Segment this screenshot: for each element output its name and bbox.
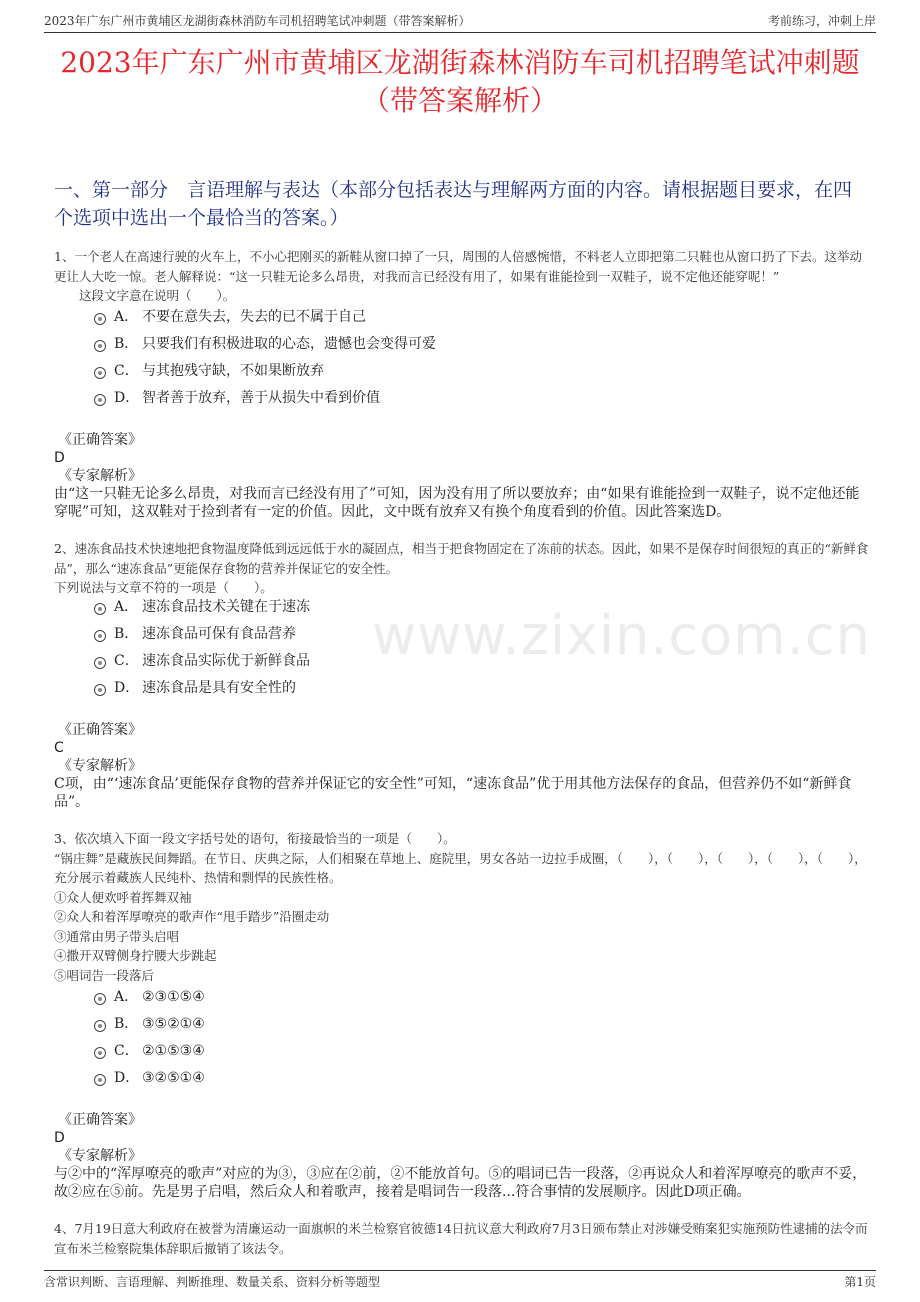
option-d[interactable]: D． ③②⑤①④ <box>94 1065 205 1092</box>
header-slogan: 考前练习，冲刺上岸 <box>767 14 876 28</box>
page-footer <box>44 1270 876 1293</box>
question-stem-paragraph: 2、速冻食品技术快速地把食物温度降低到远远低于水的凝固点，相当于把食物固定在了冻前的状态。因此，如果不是保存时间很短的真正的“新鲜食品”，那么“速冻食品”更能保存食物的营养并保证它的安全性。 <box>54 541 869 576</box>
radio-icon[interactable] <box>94 367 106 379</box>
radio-icon[interactable] <box>94 1074 106 1086</box>
question-stem-paragraph: ③通常由男子带头启唱 <box>54 928 180 944</box>
radio-icon[interactable] <box>94 394 106 406</box>
question-stem-paragraph: 4、7月19日意大利政府在被誉为清廉运动一面旗帜的米兰检察官彼德14日抗议意大利政府7月3日颁布禁止对涉嫌受贿案犯实施预防性逮捕的法令而宣布米兰检察院集体辞职后撤销了该法令。 <box>54 1221 868 1256</box>
option-b[interactable]: B． ③⑤②①④ <box>94 1011 205 1038</box>
radio-icon[interactable] <box>94 993 106 1005</box>
option-d[interactable]: D． 速冻食品是具有安全性的 <box>94 675 310 702</box>
question-3-answer-block <box>54 1111 870 1201</box>
radio-icon[interactable] <box>94 313 106 325</box>
question-stem-paragraph: ②众人和着浑厚嘹亮的歌声作“甩手踏步”沿圈走动 <box>54 909 330 924</box>
radio-icon[interactable] <box>94 630 106 642</box>
answer-label: 《正确答案》 <box>58 722 142 738</box>
answer-value: D <box>54 450 65 466</box>
question-2-answer-block <box>54 721 870 811</box>
question-stem-paragraph: ⑤唱词告一段落后 <box>54 967 155 983</box>
option-a[interactable]: A． 不要在意失去，失去的已不属于自己 <box>94 304 436 331</box>
answer-value: C <box>54 740 64 756</box>
question-3-stem <box>54 829 870 985</box>
option-c[interactable]: C． 与其抱残守缺，不如果断放弃 <box>94 358 436 385</box>
question-1-answer-block <box>54 431 870 521</box>
explanation-text: C项，由“‘速冻食品’更能保存食物的营养并保证它的安全性”可知，“速冻食品”优于用其他方法保存的食品，但营养仍不如“新鲜食品”。 <box>54 776 852 810</box>
watermark: www.zixin.com.cn <box>372 604 871 667</box>
question-stem-paragraph: ①众人便欢呼着挥舞双袖 <box>54 889 192 905</box>
radio-icon[interactable] <box>94 603 106 615</box>
question-stem-paragraph: 3、依次填入下面一段文字括号处的语句，衔接最恰当的一项是（ ）。 <box>54 831 456 846</box>
question-2-options <box>94 594 310 702</box>
radio-icon[interactable] <box>94 1047 106 1059</box>
option-c[interactable]: C． 速冻食品实际优于新鲜食品 <box>94 648 310 675</box>
question-stem-paragraph: 下列说法与文章不符的一项是（ ）。 <box>54 580 273 595</box>
section-heading: 一、第一部分 言语理解与表达（本部分包括表达与理解两方面的内容。请根据题目要求，在四个选项中选出一个最恰当的答案。） <box>54 179 853 229</box>
question-4-stem <box>54 1219 870 1258</box>
option-d[interactable]: D． 智者善于放弃，善于从损失中看到价值 <box>94 385 436 412</box>
radio-icon[interactable] <box>94 1020 106 1032</box>
explanation-text: 与②中的“浑厚嘹亮的歌声”对应的为③，③应在②前，②不能放首句。⑤的唱词已告一段落，②再说众人和着浑厚嘹亮的歌声不妥，故②应在⑤前。先是男子启唱，然后众人和着歌声，接着是唱词告一段落...符合事情的发展顺序。因此D项正确。 <box>54 1166 867 1200</box>
question-stem-paragraph: 这段文字意在说明（ ）。 <box>54 288 236 303</box>
explanation-text: 由“这一只鞋无论多么昂贵，对我而言已经没有用了”可知，因为没有用了所以要放弃；由“如果有谁能捡到一双鞋子，说不定他还能穿呢”可知，这双鞋对于捡到者有一定的价值。因此，文中既有放弃又有换个角度看到的价值。因此答案选D。 <box>54 486 860 520</box>
page-number: 第1页 <box>844 1275 876 1289</box>
option-a[interactable]: A． 速冻食品技术关键在于速冻 <box>94 594 310 621</box>
radio-icon[interactable] <box>94 657 106 669</box>
document-title: 2023年广东广州市黄埔区龙湖街森林消防车司机招聘笔试冲刺题（带答案解析） <box>60 46 860 117</box>
explanation-label: 《专家解析》 <box>58 1148 142 1164</box>
option-b[interactable]: B． 只要我们有积极进取的心态，遗憾也会变得可爱 <box>94 331 436 358</box>
question-stem-paragraph: ④撒开双臂侧身拧腰大步跳起 <box>54 948 217 963</box>
page-header <box>44 12 876 33</box>
explanation-label: 《专家解析》 <box>58 468 142 484</box>
question-stem-paragraph: “锅庄舞”是藏族民间舞蹈。在节日、庆典之际，人们相聚在草地上、庭院里，男女各站一边拉手成圈，（ ），（ ），（ ），（ ），（ ），充分展示着藏族人民纯朴、热情和剽悍的民族性格。 <box>54 850 867 885</box>
radio-icon[interactable] <box>94 340 106 352</box>
answer-value: D <box>54 1130 65 1146</box>
radio-icon[interactable] <box>94 684 106 696</box>
explanation-label: 《专家解析》 <box>58 758 142 774</box>
header-doc-title: 2023年广东广州市黄埔区龙湖街森林消防车司机招聘笔试冲刺题（带答案解析） <box>44 14 471 28</box>
option-a[interactable]: A． ②③①⑤④ <box>94 984 205 1011</box>
answer-label: 《正确答案》 <box>58 432 142 448</box>
question-3-options <box>94 984 205 1092</box>
question-1-options <box>94 304 436 412</box>
question-1-stem <box>54 247 870 306</box>
question-2-stem <box>54 539 870 598</box>
option-b[interactable]: B． 速冻食品可保有食品营养 <box>94 621 310 648</box>
question-stem-paragraph: 1、一个老人在高速行驶的火车上，不小心把刚买的新鞋从窗口掉了一只，周围的人倍感惋惜，不料老人立即把第二只鞋也从窗口扔了下去。这举动更让人大吃一惊。老人解释说：“这一只鞋无论多么昂贵，对我而言已经没有用了，如果有谁能捡到一双鞋子，说不定他还能穿呢！” <box>54 249 862 284</box>
footer-topics: 含常识判断、言语理解、判断推理、数量关系、资料分析等题型 <box>44 1275 381 1289</box>
option-c[interactable]: C． ②①⑤③④ <box>94 1038 205 1065</box>
answer-label: 《正确答案》 <box>58 1112 142 1128</box>
